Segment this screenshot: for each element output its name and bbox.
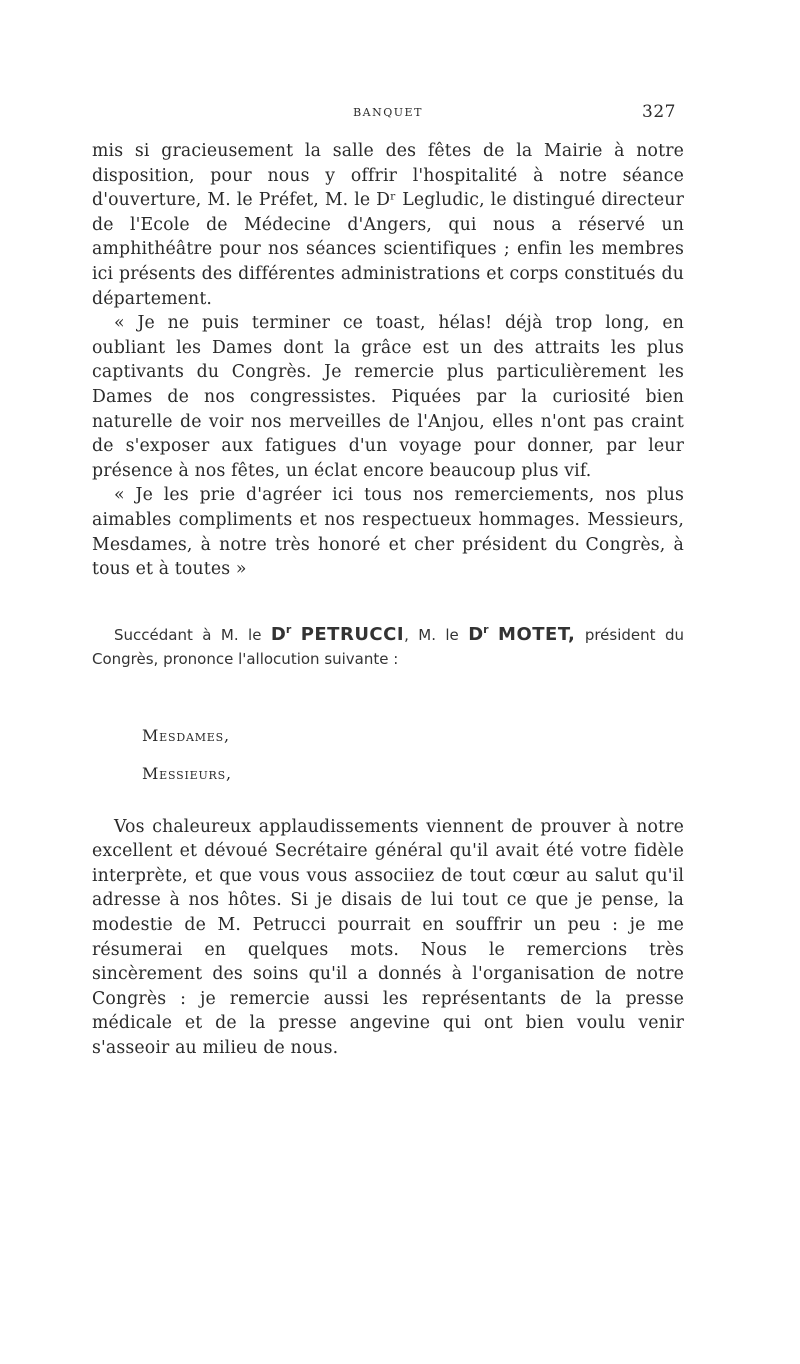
name-motet: MOTET,: [498, 623, 576, 645]
intro-prefix: Succédant à M. le: [114, 625, 271, 644]
speech-text: [92, 815, 684, 1061]
intro-middle: , M. le: [404, 625, 469, 644]
running-title: BANQUET: [353, 106, 423, 119]
letter-text: [92, 139, 684, 582]
page-number: 327: [642, 102, 676, 122]
salutation-mesdames: Mesdames,: [142, 725, 230, 745]
book-page: [92, 100, 684, 1330]
salutation-messieurs: Messieurs,: [142, 763, 232, 783]
intro-suffix: président du Congrès, prononce l'allocution suivante :: [92, 625, 684, 668]
paragraph-continuation: mis si gracieusement la salle des fêtes de la Mairie à notre disposition, pour nous y offrir l'hospitalité à notre séance d'ouverture, M. le Préfet, M. le Dʳ Legludic, le distingué directeur de l'Ecole de Médecine d'Angers, qui nous a réservé un amphithéâtre pour nos séances scientifiques ; enfin les membres ici présents des différentes administrations et corps constitués du département.: [92, 141, 684, 309]
intro-dr-2: $D^r$: [468, 622, 489, 645]
running-head: [92, 100, 684, 126]
paragraph-thanks: « Je les prie d'agréer ici tous nos remerciements, nos plus aimables compliments et nos respectueux hommages. Messieurs, Mesdames, à notre très honoré et cher président du Congrès, à tous et à toutes »: [92, 485, 684, 580]
speech-paragraph: Vos chaleureux applaudissements viennent de prouver à notre excellent et dévoué Secrétaire général qu'il avait été votre fidèle interprète, et que vous vous associiez de tout cœur au salut qu'il adresse à nos hôtes. Si je disais de lui tout ce que je pense, la modestie de M. Petrucci pourrait en souffrir un peu : je me résumerai en quelques mots. Nous le remercions très sincèrement des soins qu'il a donnés à l'organisation de notre Congrès : je remercie aussi les représentants de la presse médicale et de la presse angevine qui ont bien voulu venir s'asseoir au milieu de nous.: [92, 816, 684, 1059]
paragraph-ladies-toast: « Je ne puis terminer ce toast, hélas! déjà trop long, en oubliant les Dames dont la grâce est un des attraits les plus captivants du Congrès. Je remercie plus particulièrement les Dames de nos congressistes. Piquées par la curiosité bien naturelle de voir nos merveilles de l'Anjou, elles n'ont pas craint de s'exposer aux fatigues d'un voyage pour donner, par leur présence à nos fêtes, un éclat encore beaucoup plus vif.: [92, 313, 684, 481]
intro-dr-1: $D^r$: [270, 622, 292, 645]
speech-introduction: [92, 618, 684, 671]
salutations: [142, 717, 684, 793]
name-petrucci: PETRUCCI: [300, 623, 405, 645]
